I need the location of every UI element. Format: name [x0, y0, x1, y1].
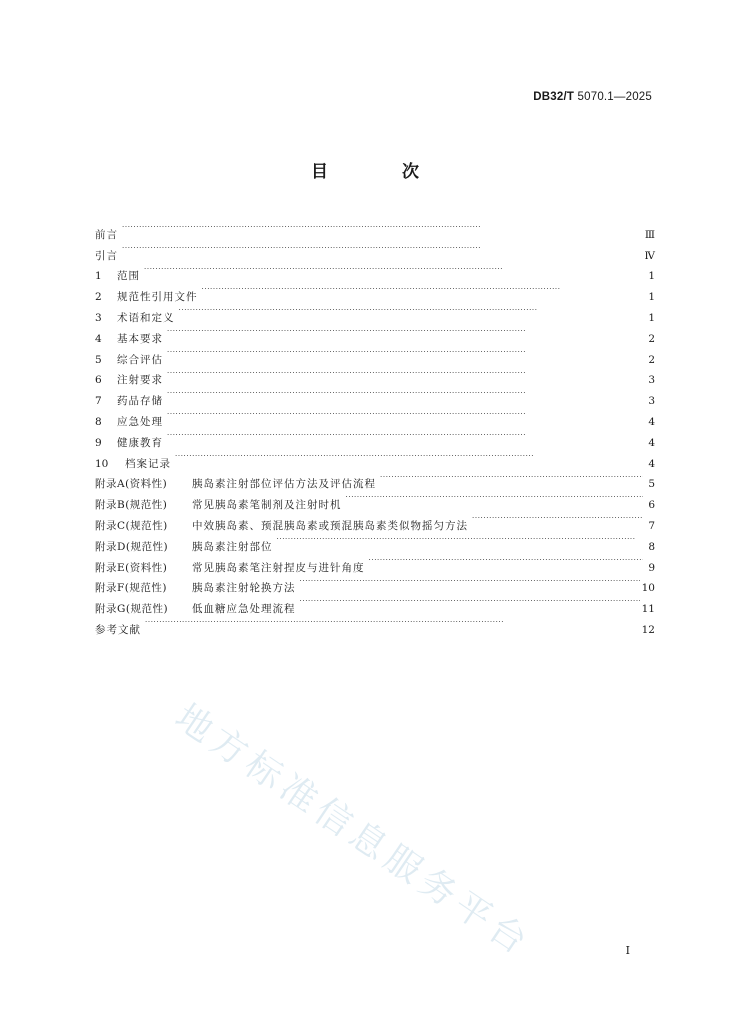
toc-entry-page: 1 [648, 291, 655, 304]
toc-dot-leader [380, 467, 643, 488]
toc-dot-leader [144, 259, 643, 280]
toc-entry-number: 9 [95, 436, 102, 449]
toc-dot-leader [122, 238, 643, 259]
toc-entry[interactable] [95, 238, 655, 262]
toc-entry-label: 应急处理 [117, 415, 163, 428]
toc-entry[interactable] [95, 342, 655, 366]
toc-entry-number: 10 [95, 457, 109, 470]
toc-entry-number: 7 [95, 395, 102, 408]
toc-entry-page: 2 [648, 332, 655, 345]
toc-dot-leader [202, 279, 644, 300]
toc-entry-label: 引言 [95, 249, 118, 262]
standard-prefix: DB32/T [533, 91, 575, 103]
toc-entry[interactable] [95, 425, 655, 449]
toc-dot-leader [167, 383, 643, 404]
table-of-contents [95, 217, 655, 636]
toc-dot-leader [167, 363, 643, 384]
toc-entry-page: 10 [641, 582, 655, 595]
toc-entry-number: 附录A(资料性) [95, 478, 168, 491]
toc-dot-leader [167, 321, 643, 342]
toc-entry-label: 胰岛素注射部位 [192, 540, 273, 553]
toc-entry-page: 4 [648, 415, 655, 428]
toc-entry-label: 胰岛素注射部位评估方法及评估流程 [192, 478, 376, 491]
toc-entry-label: 前言 [95, 228, 118, 241]
toc-entry-label: 基本要求 [117, 332, 163, 345]
toc-dot-leader [472, 508, 643, 529]
toc-entry-label: 低血糖应急处理流程 [192, 603, 296, 616]
page-title: 目 次 [311, 162, 453, 182]
toc-dot-leader [175, 446, 643, 467]
toc-entry-label: 常见胰岛素笔注射捏皮与进针角度 [192, 561, 365, 574]
toc-entry-number: 3 [95, 311, 102, 324]
toc-dot-leader [167, 404, 643, 425]
toc-entry-page: 11 [641, 603, 655, 616]
toc-entry-label: 中效胰岛素、预混胰岛素或预混胰岛素类似物摇匀方法 [192, 519, 468, 532]
toc-entry[interactable] [95, 446, 655, 470]
toc-entry-page: 12 [641, 623, 655, 636]
toc-entry-number: 6 [95, 374, 102, 387]
toc-entry-page: 1 [648, 270, 655, 283]
toc-entry-number: 附录E(资料性) [95, 561, 168, 574]
toc-entry-number: 5 [95, 353, 102, 366]
toc-entry[interactable] [95, 259, 655, 283]
toc-entry-label: 范围 [117, 270, 140, 283]
toc-entry[interactable] [95, 467, 655, 491]
toc-entry[interactable] [95, 300, 655, 324]
toc-entry-page: 9 [648, 561, 655, 574]
toc-dot-leader [300, 591, 640, 612]
toc-entry-label: 健康教育 [117, 436, 163, 449]
toc-dot-leader [369, 550, 644, 571]
toc-entry-label: 注射要求 [117, 374, 163, 387]
toc-dot-leader [300, 571, 640, 592]
toc-dot-leader [179, 300, 644, 321]
toc-entry-label: 参考文献 [95, 623, 141, 636]
toc-dot-leader [167, 425, 643, 446]
watermark-text: 地方标准信息服务平台 [167, 696, 539, 966]
toc-entry[interactable] [95, 383, 655, 408]
standard-number [533, 91, 652, 103]
page-number: I [625, 944, 630, 957]
toc-entry-page: Ⅲ [644, 228, 655, 241]
toc-entry-number: 附录C(规范性) [95, 519, 168, 532]
toc-entry-page: 1 [648, 311, 655, 324]
toc-entry-page: 3 [648, 395, 655, 408]
toc-dot-leader [145, 612, 640, 633]
toc-entry-label: 规范性引用文件 [117, 291, 198, 304]
toc-entry-label: 综合评估 [117, 353, 163, 366]
toc-entry-label: 术语和定义 [117, 311, 175, 324]
toc-entry-label: 常见胰岛素笔制剂及注射时机 [192, 499, 342, 512]
toc-entry-page: Ⅳ [644, 249, 655, 262]
toc-entry-page: 6 [648, 499, 655, 512]
toc-dot-leader [277, 529, 644, 550]
toc-dot-leader [167, 342, 643, 363]
toc-entry[interactable] [95, 321, 655, 345]
toc-entry-number: 附录D(规范性) [95, 540, 169, 553]
toc-entry-label: 胰岛素注射轮换方法 [192, 582, 296, 595]
toc-entry-number: 4 [95, 332, 102, 345]
toc-entry-label: 药品存储 [117, 395, 163, 408]
toc-entry-page: 2 [648, 353, 655, 366]
standard-number-value: 5070.1—2025 [577, 91, 652, 103]
toc-entry-number: 2 [95, 291, 102, 304]
toc-entry-number: 1 [95, 270, 102, 283]
toc-entry-page: 3 [648, 374, 655, 387]
toc-entry-page: 8 [648, 540, 655, 553]
toc-dot-leader [346, 487, 644, 508]
toc-entry-number: 8 [95, 415, 102, 428]
toc-entry[interactable] [95, 363, 655, 387]
toc-entry-page: 5 [648, 478, 655, 491]
toc-entry-page: 4 [648, 436, 655, 449]
toc-entry[interactable] [95, 404, 655, 428]
toc-entry-label: 档案记录 [125, 457, 171, 470]
toc-entry[interactable] [95, 279, 655, 304]
toc-entry-number: 附录F(规范性) [95, 582, 167, 595]
toc-entry-page: 4 [648, 457, 655, 470]
toc-entry[interactable] [95, 217, 655, 241]
toc-dot-leader [122, 217, 643, 238]
toc-entry-number: 附录B(规范性) [95, 499, 168, 512]
toc-entry-number: 附录G(规范性) [95, 603, 169, 616]
toc-entry[interactable] [95, 612, 655, 636]
toc-entry-page: 7 [648, 519, 655, 532]
